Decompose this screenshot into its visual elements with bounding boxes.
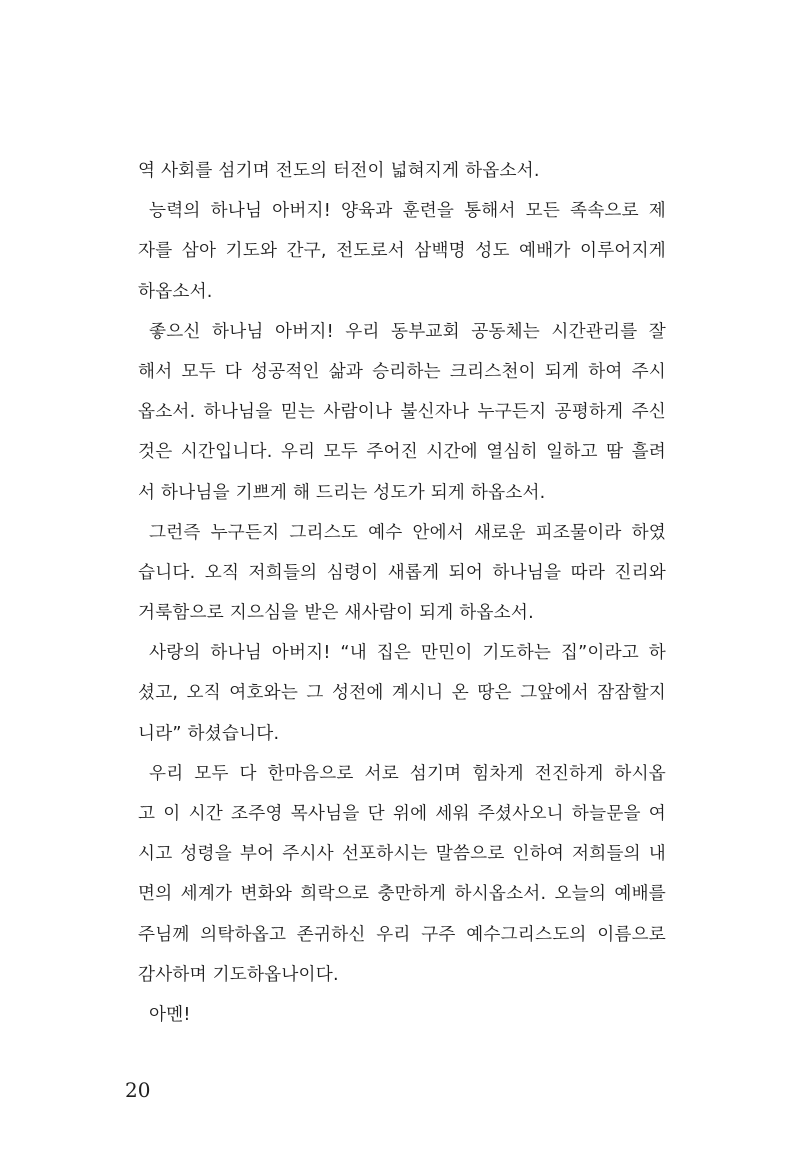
text-line: 시고 성령을 부어 주시사 선포하시는 말씀으로 인하여 저희들의 내 [138, 844, 666, 865]
text-line: 면의 세계가 변화와 희락으로 충만하게 하시옵소서. 오늘의 예배를 [138, 884, 666, 905]
text-line: 감사하며 기도하옵나이다. [138, 964, 339, 985]
text-line: 서 하나님을 기쁘게 해 드리는 성도가 되게 하옵소서. [138, 482, 546, 503]
text-line: 주님께 의탁하옵고 존귀하신 우리 구주 예수그리스도의 이름으로 [138, 924, 666, 945]
text-line: 아멘! [149, 1004, 191, 1025]
text-line: 좋으신 하나님 아버지! 우리 동부교회 공동체는 시간관리를 잘 [149, 321, 666, 342]
text-line: 자를 삼아 기도와 간구, 전도로서 삼백명 성도 예배가 이루어지게 [138, 241, 666, 262]
text-line: 해서 모두 다 성공적인 삶과 승리하는 크리스천이 되게 하여 주시 [138, 361, 666, 382]
text-line: 하옵소서. [138, 281, 213, 302]
text-line: 옵소서. 하나님을 믿는 사람이나 불신자나 누구든지 공평하게 주신 [138, 402, 666, 423]
text-line: 것은 시간입니다. 우리 모두 주어진 시간에 열심히 일하고 땀 흘려 [138, 442, 666, 463]
text-line: 셨고, 오직 여호와는 그 성전에 계시니 온 땅은 그앞에서 잠잠할지 [138, 683, 666, 704]
page-number: 20 [125, 1078, 151, 1102]
text-line: 거룩함으로 지으심을 받은 새사람이 되게 하옵소서. [138, 603, 534, 624]
text-line: 그런즉 누구든지 그리스도 예수 안에서 새로운 피조물이라 하였 [149, 522, 666, 543]
text-line: 고 이 시간 조주영 목사님을 단 위에 세워 주셨사오니 하늘문을 여 [138, 804, 666, 824]
prayer-text [138, 151, 666, 1035]
text-line: 역 사회를 섬기며 전도의 터전이 넓혀지게 하옵소서. [138, 161, 540, 181]
text-line: 능력의 하나님 아버지! 양육과 훈련을 통해서 모든 족속으로 제 [149, 201, 666, 222]
text-line: 습니다. 오직 저희들의 심령이 새롭게 되어 하나님을 따라 진리와 [138, 562, 666, 583]
text-line: 니라” 하셨습니다. [138, 723, 280, 744]
text-line: 우리 모두 다 한마음으로 서로 섬기며 힘차게 전진하게 하시옵 [149, 763, 666, 784]
text-line: 사랑의 하나님 아버지! “내 집은 만민이 기도하는 집”이라고 하 [149, 643, 666, 664]
